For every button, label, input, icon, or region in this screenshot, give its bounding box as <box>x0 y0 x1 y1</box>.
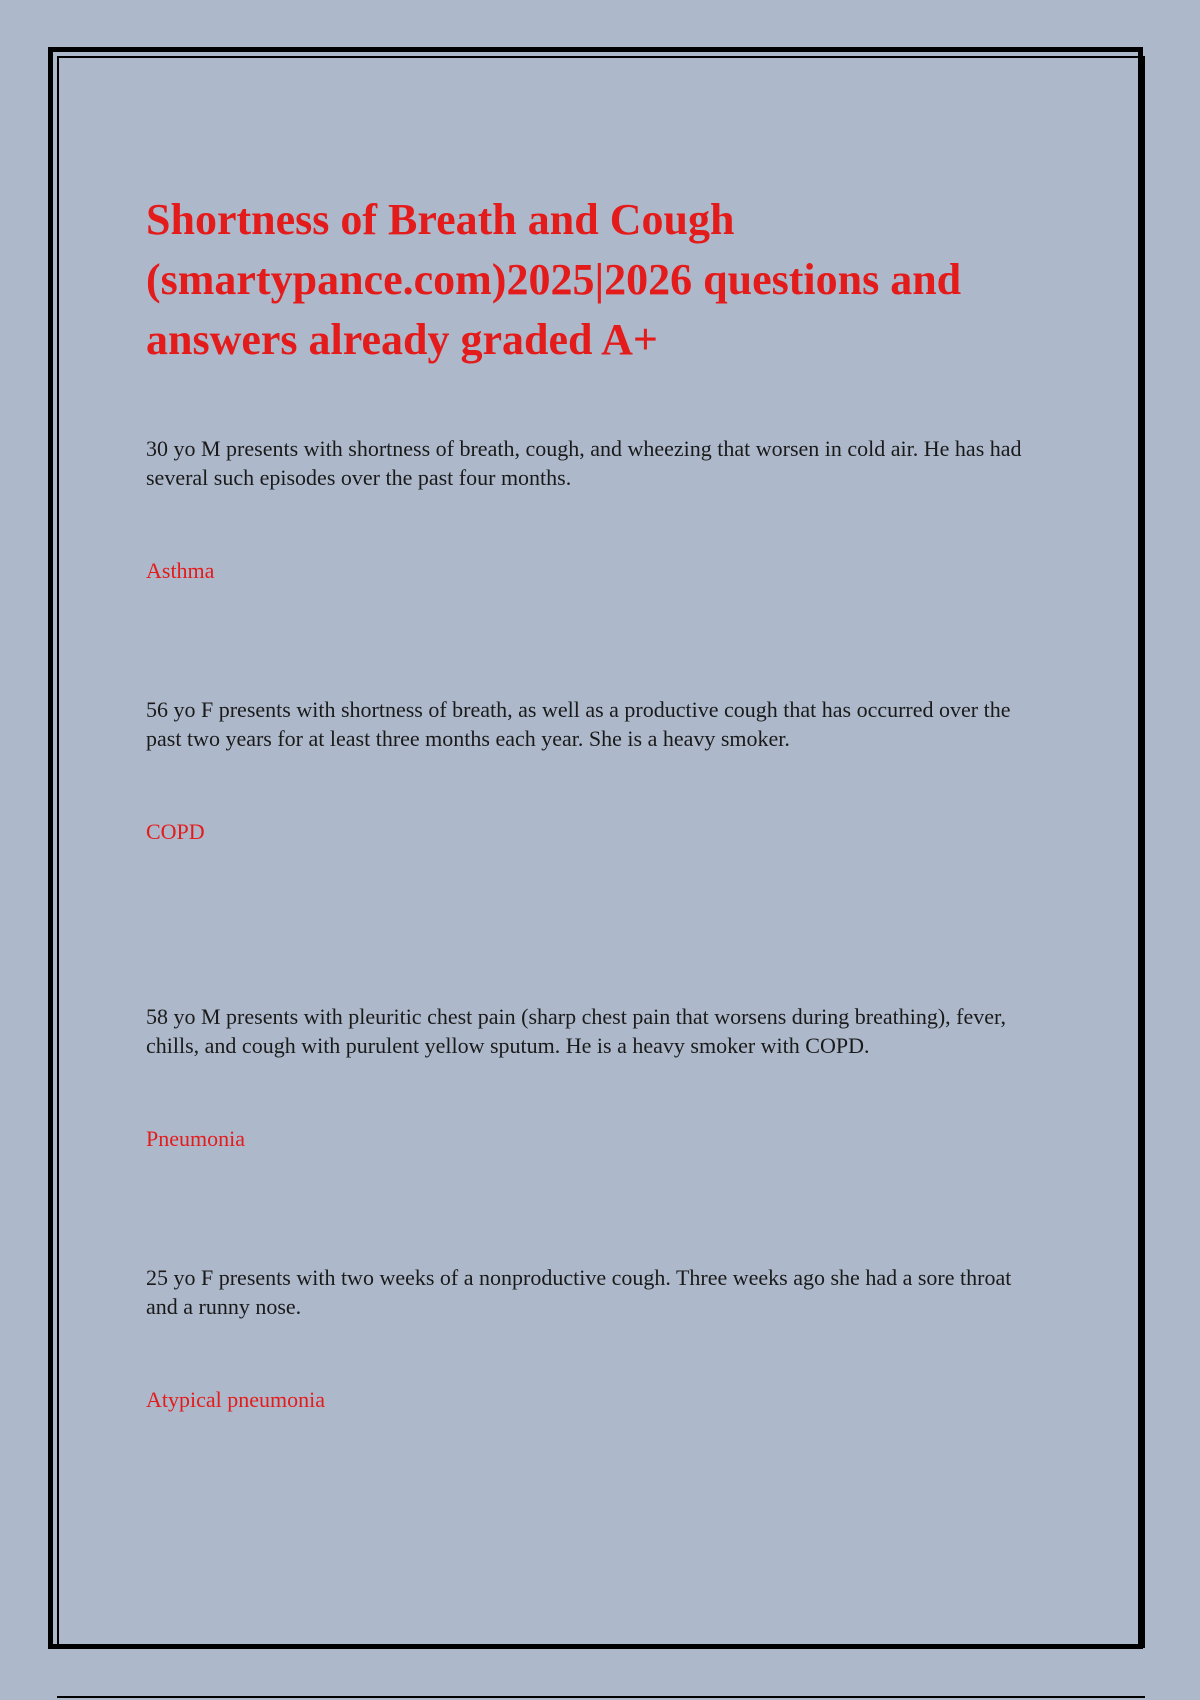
answer-text: Asthma <box>146 558 215 583</box>
answer-text: COPD <box>146 819 205 844</box>
answer-text: Atypical pneumonia <box>146 1387 326 1412</box>
question-text: 25 yo F presents with two weeks of a nonproductive cough. Three weeks ago she had a sore throat and a runny nose. <box>146 1265 1012 1319</box>
question-text: 30 yo M presents with shortness of breath, cough, and wheezing that worsen in cold air. He has had several such episodes over the past four months. <box>146 436 1022 490</box>
answer-text: Pneumonia <box>146 1126 245 1151</box>
next-page-border <box>57 1696 1145 1698</box>
question-text: 56 yo F presents with shortness of breath, as well as a productive cough that has occurred over the past two years for at least three months each year. She is a heavy smoker. <box>146 697 1011 751</box>
document-content <box>146 190 1046 1412</box>
document-title: Shortness of Breath and Cough (smartypance.com)2025|2026 questions and answers already graded A+ <box>146 195 962 364</box>
question-text: 58 yo M presents with pleuritic chest pain (sharp chest pain that worsens during breathing), fever, chills, and cough with purulent yellow sputum. He is a heavy smoker with COPD. <box>146 1004 1006 1058</box>
